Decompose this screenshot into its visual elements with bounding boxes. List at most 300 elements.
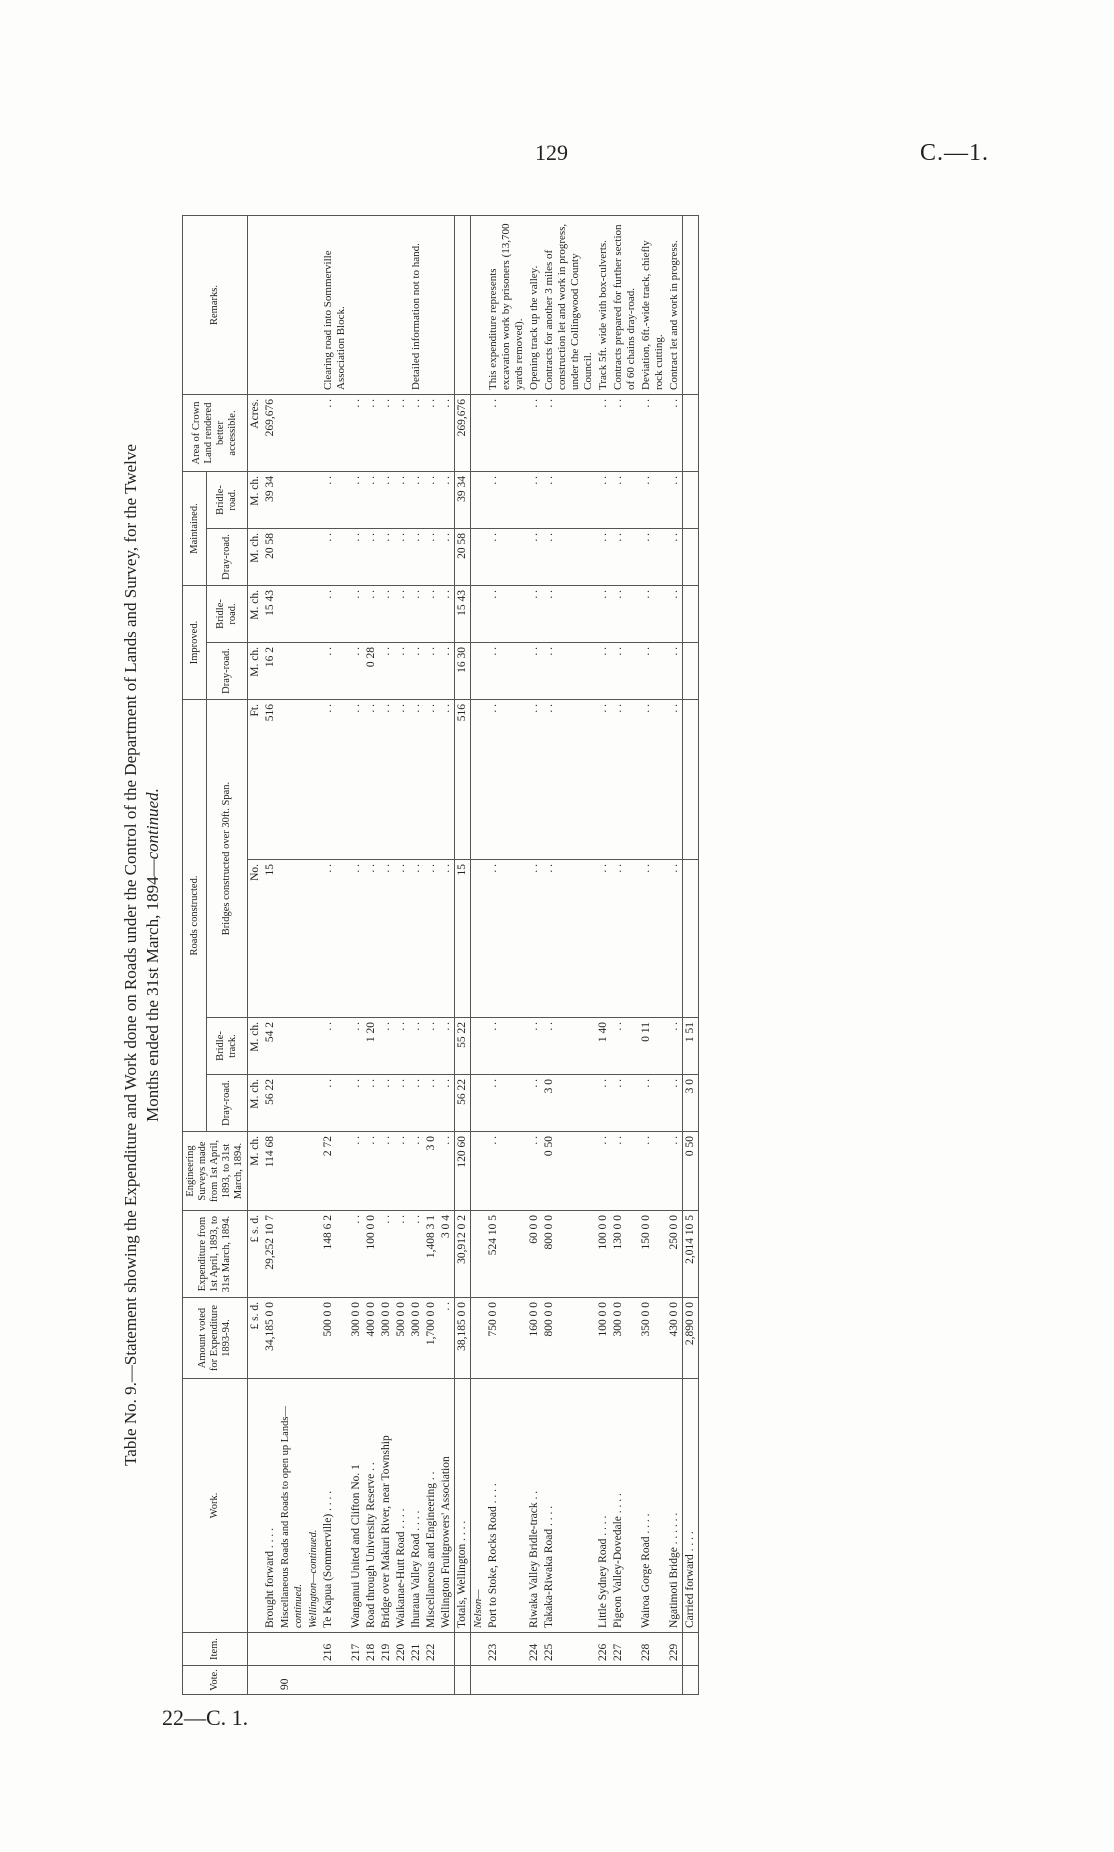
idray-cell: . . xyxy=(394,643,409,700)
exp-cell: 524 10 5 xyxy=(486,1211,527,1298)
vote-cell xyxy=(364,1666,379,1695)
remarks-cell xyxy=(455,216,471,395)
vote-cell xyxy=(349,1666,364,1695)
surv-cell: . . xyxy=(349,1132,364,1211)
vote-cell xyxy=(471,1666,487,1695)
header-improved: Improved. xyxy=(183,586,207,700)
mbridle-cell: . . xyxy=(542,472,596,529)
item-cell xyxy=(439,1633,455,1666)
bft-cell: 516 xyxy=(455,700,471,860)
bno-cell: 15 xyxy=(263,859,278,1017)
area-cell xyxy=(683,395,699,472)
empty-cell xyxy=(278,586,306,643)
item-cell: 228 xyxy=(639,1633,667,1666)
footer-code: 22—C. 1. xyxy=(162,1705,249,1730)
unit-no: No. xyxy=(248,859,264,1017)
dray-cell: 56 22 xyxy=(263,1075,278,1132)
ibridle-cell: . . xyxy=(486,586,527,643)
area-cell: . . xyxy=(409,395,424,472)
table-row xyxy=(639,216,667,1695)
dray-cell: 3 0 xyxy=(542,1075,596,1132)
area-cell: . . xyxy=(486,395,527,472)
dray-cell: . . xyxy=(667,1075,683,1132)
btrack-cell: . . xyxy=(486,1018,527,1075)
exp-cell: 3 0 4 xyxy=(439,1211,455,1298)
unit-money: £ s. d. xyxy=(248,1211,264,1298)
work-cell xyxy=(278,1379,306,1633)
item-cell: 222 xyxy=(424,1633,439,1666)
table-row xyxy=(611,216,639,1695)
exp-cell: 100 0 0 xyxy=(364,1211,379,1298)
title-line-1: Table No. 9.—Statement showing the Expenditure and Work done on Roads under the Control of the Department of Lands and Survey, for the Twelve xyxy=(121,444,140,1466)
mdray-cell: . . xyxy=(596,529,611,586)
surv-cell: 0 50 xyxy=(542,1132,596,1211)
area-cell: . . xyxy=(596,395,611,472)
mdray-cell: . . xyxy=(394,529,409,586)
bft-cell: . . xyxy=(394,700,409,860)
item-cell: 220 xyxy=(394,1633,409,1666)
empty-cell xyxy=(278,1075,306,1132)
work-cell: Road through University Reserve . . xyxy=(364,1379,379,1633)
area-cell: 269,676 xyxy=(455,395,471,472)
statement-table xyxy=(182,215,699,1695)
remarks-cell xyxy=(683,216,699,395)
work-cell: Miscellaneous and Engineering . . xyxy=(424,1379,439,1633)
btrack-cell: 1 51 xyxy=(683,1018,699,1075)
ibridle-cell: . . xyxy=(542,586,596,643)
table-row xyxy=(527,216,542,1695)
vote-cell xyxy=(306,1666,321,1695)
item-cell xyxy=(278,1633,306,1666)
header-maintained: Maintained. xyxy=(183,472,207,586)
remarks-cell xyxy=(394,216,409,395)
unit-mch: M. ch. xyxy=(248,643,264,700)
btrack-cell: 55 22 xyxy=(455,1018,471,1075)
area-cell: . . xyxy=(364,395,379,472)
subsection-row xyxy=(471,216,487,1695)
dray-cell: . . xyxy=(439,1075,455,1132)
item-cell xyxy=(455,1633,471,1666)
bno-cell: . . xyxy=(596,859,611,1017)
dray-cell: . . xyxy=(321,1075,349,1132)
exp-cell: 250 0 0 xyxy=(667,1211,683,1298)
subsection-row xyxy=(306,216,321,1695)
table-row xyxy=(409,216,424,1695)
empty-cell xyxy=(306,643,321,700)
subsection-wellington: Wellington—continued. xyxy=(308,1529,319,1628)
empty-cell xyxy=(278,859,306,1017)
bft-cell: . . xyxy=(486,700,527,860)
work-cell xyxy=(306,1379,321,1633)
remarks-cell xyxy=(424,216,439,395)
exp-cell: 130 0 0 xyxy=(611,1211,639,1298)
vote-cell xyxy=(596,1666,611,1695)
vote-cell xyxy=(394,1666,409,1695)
empty-cell xyxy=(306,859,321,1017)
surv-cell: . . xyxy=(527,1132,542,1211)
item-cell: 219 xyxy=(379,1633,394,1666)
bno-cell: . . xyxy=(611,859,639,1017)
remarks-cell xyxy=(439,216,455,395)
btrack-cell: . . xyxy=(424,1018,439,1075)
remarks-cell: Contracts prepared for further section of 60 chains dray-road. xyxy=(611,216,639,395)
dray-cell: . . xyxy=(424,1075,439,1132)
exp-cell: 60 0 0 xyxy=(527,1211,542,1298)
btrack-cell: 54 2 xyxy=(263,1018,278,1075)
btrack-cell: . . xyxy=(349,1018,364,1075)
btrack-cell: 1 20 xyxy=(364,1018,379,1075)
btrack-cell: . . xyxy=(611,1018,639,1075)
dray-cell: . . xyxy=(596,1075,611,1132)
mbridle-cell: . . xyxy=(611,472,639,529)
ibridle-cell: . . xyxy=(321,586,349,643)
remarks-cell: Clearing road into Sommerville Association Block. xyxy=(321,216,349,395)
mdray-cell: . . xyxy=(364,529,379,586)
vote-cell xyxy=(409,1666,424,1695)
header-roads-constructed: Roads constructed. xyxy=(183,700,207,1132)
dray-cell: . . xyxy=(394,1075,409,1132)
bft-cell: . . xyxy=(611,700,639,860)
empty-cell xyxy=(471,472,487,529)
vote-cell xyxy=(486,1666,527,1695)
remarks-cell xyxy=(349,216,364,395)
dray-cell: . . xyxy=(639,1075,667,1132)
btrack-cell: . . xyxy=(321,1018,349,1075)
idray-cell: 16 30 xyxy=(455,643,471,700)
idray-cell: . . xyxy=(379,643,394,700)
vote-cell xyxy=(542,1666,596,1695)
header-bridges: Bridges constructed over 30ft. Span. xyxy=(207,700,248,1018)
empty-cell xyxy=(471,395,487,472)
bno-cell: . . xyxy=(424,859,439,1017)
surv-cell: . . xyxy=(486,1132,527,1211)
mbridle-cell: . . xyxy=(596,472,611,529)
empty-cell xyxy=(278,1132,306,1211)
mdray-cell: . . xyxy=(639,529,667,586)
header-item: Item. xyxy=(183,1633,248,1666)
area-cell: . . xyxy=(424,395,439,472)
remarks-cell: Contract let and work in progress. xyxy=(667,216,683,395)
vote-cell xyxy=(527,1666,542,1695)
table-row xyxy=(379,216,394,1695)
btrack-cell: . . xyxy=(394,1018,409,1075)
unit-mch: M. ch. xyxy=(248,1018,264,1075)
unit-mch: M. ch. xyxy=(248,529,264,586)
area-cell: . . xyxy=(527,395,542,472)
exp-cell: . . xyxy=(394,1211,409,1298)
totals-wellington-row xyxy=(455,216,471,1695)
exp-cell: . . xyxy=(409,1211,424,1298)
bno-cell: . . xyxy=(542,859,596,1017)
table-row xyxy=(424,216,439,1695)
btrack-cell: . . xyxy=(542,1018,596,1075)
table-row xyxy=(394,216,409,1695)
btrack-cell: . . xyxy=(409,1018,424,1075)
voted-cell: 400 0 0 xyxy=(364,1298,379,1379)
empty-cell xyxy=(471,216,487,395)
ibridle-cell xyxy=(683,586,699,643)
item-cell xyxy=(471,1633,487,1666)
ibridle-cell: 15 43 xyxy=(455,586,471,643)
table-row xyxy=(439,216,455,1695)
idray-cell: 0 28 xyxy=(364,643,379,700)
header-dray-road: Dray-road. xyxy=(207,1075,248,1132)
area-cell: . . xyxy=(639,395,667,472)
header-maintained-dray: Dray-road. xyxy=(207,529,248,586)
title-line-2: Months ended the 31st March, 1894—continued. xyxy=(143,788,162,1122)
bft-cell: . . xyxy=(527,700,542,860)
work-cell: Port to Stoke, Rocks Road . . . . xyxy=(486,1379,527,1633)
voted-cell: . . xyxy=(439,1298,455,1379)
ibridle-cell: . . xyxy=(667,586,683,643)
mdray-cell: 20 58 xyxy=(263,529,278,586)
bft-cell: . . xyxy=(639,700,667,860)
voted-cell: 350 0 0 xyxy=(639,1298,667,1379)
mbridle-cell: . . xyxy=(424,472,439,529)
mdray-cell: . . xyxy=(321,529,349,586)
bft-cell: . . xyxy=(379,700,394,860)
empty-cell xyxy=(278,472,306,529)
table-row xyxy=(596,216,611,1695)
rotated-table-sheet xyxy=(120,215,1020,1695)
exp-cell: 800 0 0 xyxy=(542,1211,596,1298)
empty-cell xyxy=(471,1132,487,1211)
empty-cell xyxy=(306,1018,321,1075)
brought-forward-row xyxy=(263,216,278,1695)
bno-cell: . . xyxy=(321,859,349,1017)
mbridle-cell: . . xyxy=(409,472,424,529)
btrack-cell: . . xyxy=(667,1018,683,1075)
remarks-cell: Contracts for another 3 miles of construction let and work in progress, under the Collingwood County Council. xyxy=(542,216,596,395)
item-cell: 225 xyxy=(542,1633,596,1666)
surv-cell: . . xyxy=(611,1132,639,1211)
idray-cell: . . xyxy=(596,643,611,700)
item-cell: 226 xyxy=(596,1633,611,1666)
voted-cell: 800 0 0 xyxy=(542,1298,596,1379)
idray-cell: . . xyxy=(321,643,349,700)
carried-forward-row xyxy=(683,216,699,1695)
work-cell: Ngatimoti Bridge . . . . . . xyxy=(667,1379,683,1633)
mdray-cell: . . xyxy=(611,529,639,586)
empty-cell xyxy=(471,700,487,860)
bft-cell: . . xyxy=(596,700,611,860)
table-title xyxy=(120,215,164,1695)
item-cell: 216 xyxy=(321,1633,349,1666)
mdray-cell: 20 58 xyxy=(455,529,471,586)
unit-mch: M. ch. xyxy=(248,472,264,529)
empty-cell xyxy=(306,216,321,395)
ibridle-cell: . . xyxy=(439,586,455,643)
exp-cell: 148 6 2 xyxy=(321,1211,349,1298)
mbridle-cell: . . xyxy=(667,472,683,529)
bno-cell: . . xyxy=(379,859,394,1017)
empty-cell xyxy=(306,472,321,529)
surv-cell: 2 72 xyxy=(321,1132,349,1211)
area-cell: . . xyxy=(379,395,394,472)
table-row xyxy=(542,216,596,1695)
empty-cell xyxy=(278,1211,306,1298)
item-cell xyxy=(306,1633,321,1666)
mdray-cell: . . xyxy=(667,529,683,586)
bno-cell: . . xyxy=(527,859,542,1017)
area-cell: . . xyxy=(667,395,683,472)
empty-cell xyxy=(471,643,487,700)
bno-cell: . . xyxy=(667,859,683,1017)
idray-cell: . . xyxy=(542,643,596,700)
surv-cell: 3 0 xyxy=(424,1132,439,1211)
ibridle-cell: . . xyxy=(379,586,394,643)
bno-cell: . . xyxy=(394,859,409,1017)
mbridle-cell: . . xyxy=(321,472,349,529)
empty-cell xyxy=(471,1075,487,1132)
surv-cell: . . xyxy=(639,1132,667,1211)
area-cell: 269,676 xyxy=(263,395,278,472)
voted-cell: 430 0 0 xyxy=(667,1298,683,1379)
bno-cell: 15 xyxy=(455,859,471,1017)
header-bridle-track: Bridle-track. xyxy=(207,1018,248,1075)
idray-cell: . . xyxy=(409,643,424,700)
dray-cell: . . xyxy=(379,1075,394,1132)
bft-cell: . . xyxy=(349,700,364,860)
voted-cell: 160 0 0 xyxy=(527,1298,542,1379)
mbridle-cell xyxy=(683,472,699,529)
area-cell: . . xyxy=(321,395,349,472)
mdray-cell: . . xyxy=(424,529,439,586)
mbridle-cell: . . xyxy=(379,472,394,529)
vote-cell xyxy=(379,1666,394,1695)
vote-cell xyxy=(263,1666,278,1695)
section-heading: Miscellaneous Roads and Roads to open up Lands— xyxy=(280,1406,291,1628)
item-cell: 221 xyxy=(409,1633,424,1666)
header-surveys: Engineering Surveys made from 1st April, 1893, to 31st March, 1894. xyxy=(183,1132,248,1211)
ibridle-cell: . . xyxy=(527,586,542,643)
voted-cell: 750 0 0 xyxy=(486,1298,527,1379)
voted-cell: 100 0 0 xyxy=(596,1298,611,1379)
bno-cell: . . xyxy=(349,859,364,1017)
dray-cell: 56 22 xyxy=(455,1075,471,1132)
mdray-cell xyxy=(683,529,699,586)
idray-cell: . . xyxy=(424,643,439,700)
bno-cell: . . xyxy=(639,859,667,1017)
vote-cell xyxy=(424,1666,439,1695)
work-cell: Riwaka Valley Bridle-track . . xyxy=(527,1379,542,1633)
bft-cell: . . xyxy=(542,700,596,860)
item-cell: 217 xyxy=(349,1633,364,1666)
idray-cell: . . xyxy=(527,643,542,700)
voted-cell: 300 0 0 xyxy=(611,1298,639,1379)
table-row xyxy=(667,216,683,1695)
ibridle-cell: . . xyxy=(639,586,667,643)
header-improved-dray: Dray-road. xyxy=(207,643,248,700)
table-body xyxy=(248,216,699,1695)
item-cell: 229 xyxy=(667,1633,683,1666)
voted-cell: 300 0 0 xyxy=(409,1298,424,1379)
remarks-cell xyxy=(379,216,394,395)
work-cell: Brought forward . . . . xyxy=(263,1379,278,1633)
header-vote: Vote. xyxy=(183,1666,248,1695)
idray-cell: . . xyxy=(639,643,667,700)
exp-cell: 150 0 0 xyxy=(639,1211,667,1298)
ibridle-cell: . . xyxy=(349,586,364,643)
empty-cell xyxy=(471,1211,487,1298)
vote-cell: 90 xyxy=(278,1666,306,1695)
ibridle-cell: . . xyxy=(424,586,439,643)
mbridle-cell: . . xyxy=(639,472,667,529)
header-voted: Amount voted for Expenditure 1893-94. xyxy=(183,1298,248,1379)
mbridle-cell: . . xyxy=(527,472,542,529)
vote-cell xyxy=(439,1666,455,1695)
vote-cell xyxy=(321,1666,349,1695)
mdray-cell: . . xyxy=(409,529,424,586)
btrack-cell: 0 11 xyxy=(639,1018,667,1075)
bft-cell: . . xyxy=(321,700,349,860)
bno-cell: . . xyxy=(439,859,455,1017)
empty-cell xyxy=(471,859,487,1017)
bft-cell: . . xyxy=(364,700,379,860)
empty-cell xyxy=(278,700,306,860)
unit-mch: M. ch. xyxy=(248,586,264,643)
voted-cell: 2,890 0 0 xyxy=(683,1298,699,1379)
vote-cell xyxy=(683,1666,699,1695)
bno-cell: . . xyxy=(409,859,424,1017)
mdray-cell: . . xyxy=(439,529,455,586)
mbridle-cell: 39 34 xyxy=(263,472,278,529)
mbridle-cell: . . xyxy=(486,472,527,529)
empty-cell xyxy=(278,1298,306,1379)
voted-cell: 38,185 0 0 xyxy=(455,1298,471,1379)
empty-cell xyxy=(278,216,306,395)
exp-cell: . . xyxy=(349,1211,364,1298)
surv-cell: . . xyxy=(667,1132,683,1211)
units-row xyxy=(248,216,264,1695)
work-cell: Pigeon Valley-Dovedale . . . . xyxy=(611,1379,639,1633)
remarks-cell: Opening track up the valley. xyxy=(527,216,542,395)
empty-cell xyxy=(306,529,321,586)
exp-cell: 29,252 10 7 xyxy=(263,1211,278,1298)
mbridle-cell: 39 34 xyxy=(455,472,471,529)
vote-cell xyxy=(639,1666,667,1695)
bft-cell xyxy=(683,700,699,860)
vote-cell xyxy=(667,1666,683,1695)
remarks-cell xyxy=(364,216,379,395)
idray-cell: . . xyxy=(439,643,455,700)
btrack-cell: 1 40 xyxy=(596,1018,611,1075)
table-row xyxy=(349,216,364,1695)
area-cell: . . xyxy=(611,395,639,472)
unit-ft: Ft. xyxy=(248,700,264,860)
mdray-cell: . . xyxy=(379,529,394,586)
mdray-cell: . . xyxy=(542,529,596,586)
header-work: Work. xyxy=(183,1379,248,1633)
idray-cell: . . xyxy=(486,643,527,700)
empty-cell xyxy=(471,529,487,586)
header-remarks: Remarks. xyxy=(183,216,248,395)
exp-cell: 2,014 10 5 xyxy=(683,1211,699,1298)
surv-cell: 114 68 xyxy=(263,1132,278,1211)
dray-cell: 3 0 xyxy=(683,1075,699,1132)
exp-cell: 30,912 0 2 xyxy=(455,1211,471,1298)
item-cell: 224 xyxy=(527,1633,542,1666)
empty-cell xyxy=(471,586,487,643)
remarks-cell: Deviation, 6ft.-wide track, chiefly rock cutting. xyxy=(639,216,667,395)
area-cell: . . xyxy=(439,395,455,472)
unit-acres: Acres. xyxy=(248,395,264,472)
surv-cell: . . xyxy=(409,1132,424,1211)
voted-cell: 300 0 0 xyxy=(349,1298,364,1379)
exp-cell: 100 0 0 xyxy=(596,1211,611,1298)
idray-cell: . . xyxy=(349,643,364,700)
surv-cell: 0 50 xyxy=(683,1132,699,1211)
